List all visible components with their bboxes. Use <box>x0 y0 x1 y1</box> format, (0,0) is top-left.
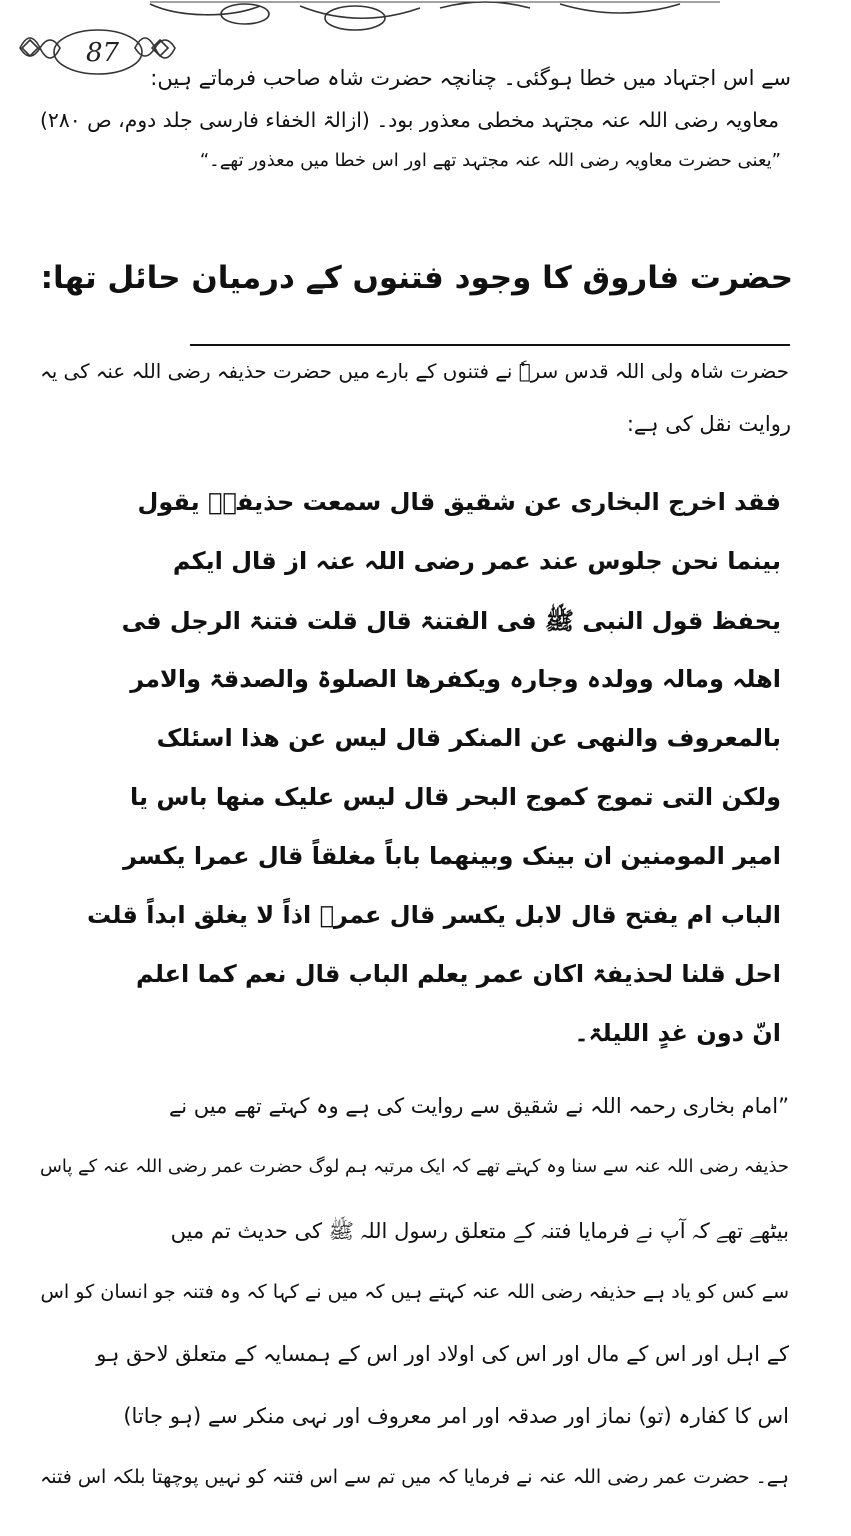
arabic-line: فقد اخرج البخاری عن شقیق قال سمعت حذیفۃؓ یقول <box>137 488 781 516</box>
intro2-line-2: روایت نقل کی ہے: <box>626 412 791 436</box>
arabic-line: انّ دون غدٍ اللیلۃ۔ <box>574 1019 781 1047</box>
arabic-line: الباب ام یفتح قال لابل یکسر قال عمرؓ اذاً لا یغلق ابداً قلت <box>86 901 781 929</box>
intro2-line-1: حضرت شاہ ولی اللہ قدس سرہٗ نے فتنوں کے بارے میں حضرت حذیفہ رضی اللہ عنہ کی یہ <box>40 360 789 383</box>
arabic-line: بالمعروف والنھی عن المنکر قال لیس عن ھذا اسئلک <box>156 724 781 752</box>
urdu-translation-line: اس کا کفارہ (تو) نماز اور صدقہ اور امر معروف اور نہی منکر سے (ہو جاتا) <box>123 1404 789 1428</box>
urdu-translation-line: کے اہل اور اس کے مال اور اس کی اولاد اور اس کے ہمسایہ کے متعلق لاحق ہو <box>96 1342 789 1366</box>
arabic-line: احل قلنا لحذیفۃ اکان عمر یعلم الباب قال نعم کما اعلم <box>136 960 781 988</box>
urdu-translation-line: سے کس کو یاد ہے حذیفہ رضی اللہ عنہ کہتے ہیں کہ میں نے کہا کہ وہ فتنہ جو انسان کو اس <box>40 1280 789 1303</box>
persian-quote: معاویہ رضی اللہ عنہ مجتہد مخطی معذور بود۔ (ازالۃ الخفاء فارسی جلد دوم، ص ۲۸۰) <box>39 108 779 132</box>
intro-line-1: سے اس اجتہاد میں خطا ہوگئی۔ چنانچہ حضرت شاہ صاحب فرماتے ہیں: <box>150 66 791 90</box>
arabic-line: یحفظ قول النبی ﷺ فی الفتنۃ قال قلت فتنۃ الرجل فی <box>121 607 781 635</box>
arabic-line: اھلہ ومالہ وولدہ وجارہ ویکفرھا الصلوۃ والصدقۃ والامر <box>130 665 781 693</box>
urdu-translation-line: بیٹھے تھے کہ آپ نے فرمایا فتنہ کے متعلق رسول اللہ ﷺ کی حدیث تم میں <box>170 1219 789 1243</box>
urdu-translation-line: ہے۔ حضرت عمر رضی اللہ عنہ نے فرمایا کہ میں تم سے اس فتنہ کو نہیں پوچھتا بلکہ اس فتنہ <box>40 1466 789 1488</box>
heading-underline <box>190 344 790 346</box>
arabic-line: بینما نحن جلوس عند عمر رضی اللہ عنہ از قال ایکم <box>172 547 781 575</box>
translation-line-1: ”یعنی حضرت معاویہ رضی اللہ عنہ مجتہد تھے اور اس خطا میں معذور تھے۔“ <box>199 150 781 171</box>
arabic-line: ولکن التی تموج کموج البحر قال لیس علیک منھا باس یا <box>130 783 781 811</box>
urdu-translation-line: ”امام بخاری رحمہ اللہ نے شقیق سے روایت کی ہے وہ کہتے تھے میں نے <box>168 1094 789 1118</box>
urdu-translation-line: حذیفہ رضی اللہ عنہ سے سنا وہ کہتے تھے کہ ایک مرتبہ ہم لوگ حضرت عمر رضی اللہ عنہ کے پاس <box>39 1156 789 1177</box>
arabic-line: امیر المومنین ان بینک وبینھما باباً مغلقاً قال عمرا یکسر <box>123 842 781 870</box>
section-heading-line-1: حضرت فاروق کا وجود فتنوں کے درمیان حائل تھا: <box>40 260 793 296</box>
page-number: 87 <box>86 38 120 68</box>
